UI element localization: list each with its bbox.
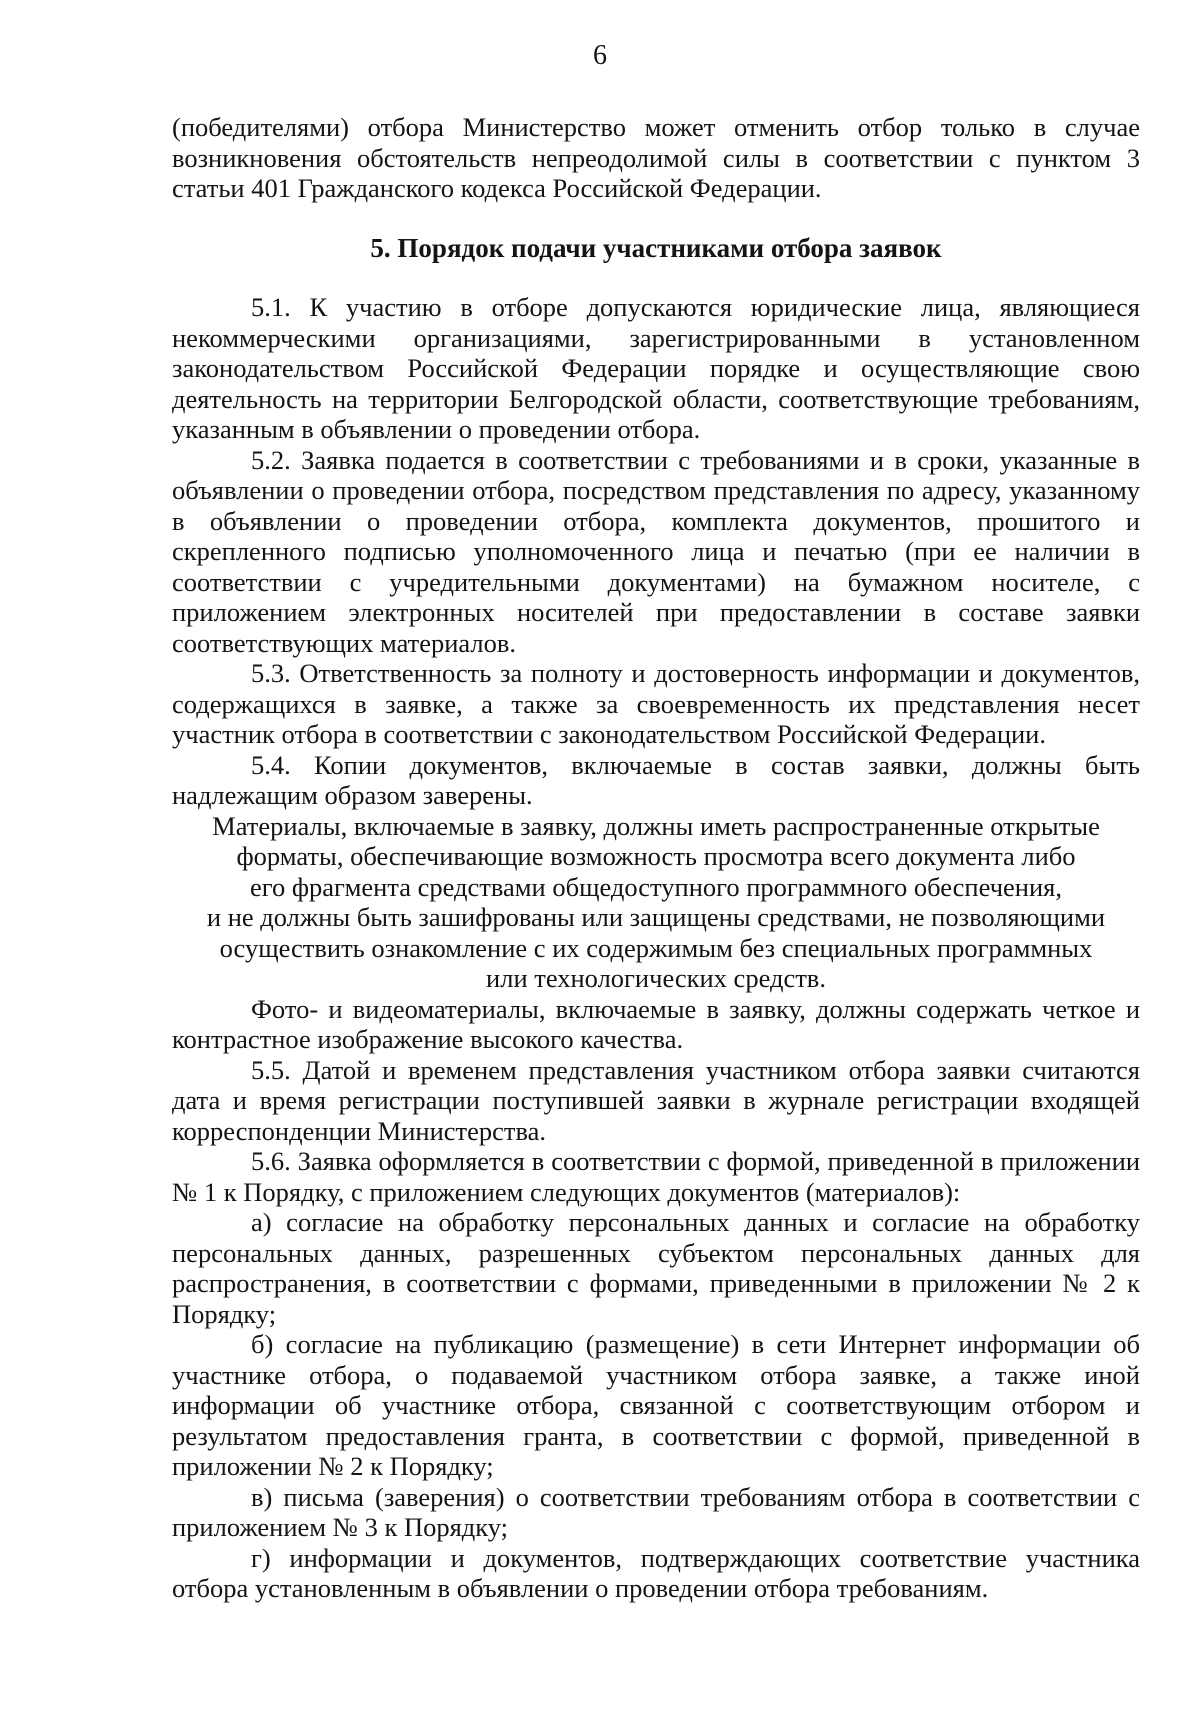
paragraph-5-2: 5.2. Заявка подается в соответствии с требованиями и в сроки, указанные в объявлении о проведении отбора, посредством представления по адресу, указанному в объявлении о проведении отбора, комплекта документов, прошитого и скрепленного подписью уполномоченного лица и печатью (при ее наличии в соответствии с учредительными документами) на бумажном носителе, с приложением электронных носителей при предоставлении в составе заявки соответствующих материалов. xyxy=(172,444,1140,658)
document-body xyxy=(172,112,1140,1604)
list-item-v: в) письма (заверения) о соответствии требованиям отбора в соответствии с приложением № 3 к Порядку; xyxy=(172,1481,1140,1542)
materials-line: его фрагмента средствами общедоступного программного обеспечения, xyxy=(250,871,1062,902)
materials-line: и не должны быть зашифрованы или защищены средствами, не позволяющими xyxy=(206,902,1106,932)
materials-line: или технологических средств. xyxy=(486,963,826,993)
list-item-b: б) согласие на публикацию (размещение) в сети Интернет информации об участнике отбора, о подаваемой участником отбора заявке, а также иной информации об участнике отбора, связанной с соответствующим отбором и результатом предоставления гранта, в соответствии с формой, приведенной в приложении № 2 к Порядку; xyxy=(172,1329,1140,1481)
intro-paragraph: (победителями) отбора Министерство может отменить отбор только в случае возникновения обстоятельств непреодолимой силы в соответствии с пунктом 3 статьи 401 Гражданского кодекса Российской Федерации. xyxy=(172,112,1140,203)
list-item-a: а) согласие на обработку персональных данных и согласие на обработку персональных данных, разрешенных субъектом персональных данных для распространения, в соответствии с формами, приведенными в приложении № 2 к Порядку; xyxy=(172,1207,1140,1329)
page-number: 6 xyxy=(593,40,607,71)
paragraph-5-6: 5.6. Заявка оформляется в соответствии с формой, приведенной в приложении № 1 к Порядку, с приложением следующих документов (материалов): xyxy=(172,1146,1140,1207)
paragraph-5-4: 5.4. Копии документов, включаемые в состав заявки, должны быть надлежащим образом заверены. xyxy=(172,749,1140,810)
materials-line: осуществить ознакомление с их содержимым без специальных программных xyxy=(219,932,1093,963)
materials-line: форматы, обеспечивающие возможность просмотра всего документа либо xyxy=(236,841,1076,871)
materials-requirements xyxy=(172,811,1140,994)
photo-video-paragraph: Фото- и видеоматериалы, включаемые в заявку, должны содержать четкое и контрастное изображение высокого качества. xyxy=(172,993,1140,1054)
materials-line: Материалы, включаемые в заявку, должны иметь распространенные открытые xyxy=(212,810,1100,841)
paragraph-5-1: 5.1. К участию в отборе допускаются юридические лица, являющиеся некоммерческими организациями, зарегистрированными в установленном законодательством Российской Федерации порядке и осуществляющие свою деятельность на территории Белгородской области, соответствующие требованиям, указанным в объявлении о проведении отбора. xyxy=(172,292,1140,444)
paragraph-5-3: 5.3. Ответственность за полноту и достоверность информации и документов, содержащихся в заявке, а также за своевременность их представления несет участник отбора в соответствии с законодательством Российской Федерации. xyxy=(172,658,1140,749)
paragraph-5-5: 5.5. Датой и временем представления участником отбора заявки считаются дата и время регистрации поступившей заявки в журнале регистрации входящей корреспонденции Министерства. xyxy=(172,1054,1140,1146)
list-item-g: г) информации и документов, подтверждающих соответствие участника отбора установленным в объявлении о проведении отбора требованиям. xyxy=(172,1542,1140,1603)
section-heading: 5. Порядок подачи участниками отбора заявок xyxy=(370,232,942,263)
